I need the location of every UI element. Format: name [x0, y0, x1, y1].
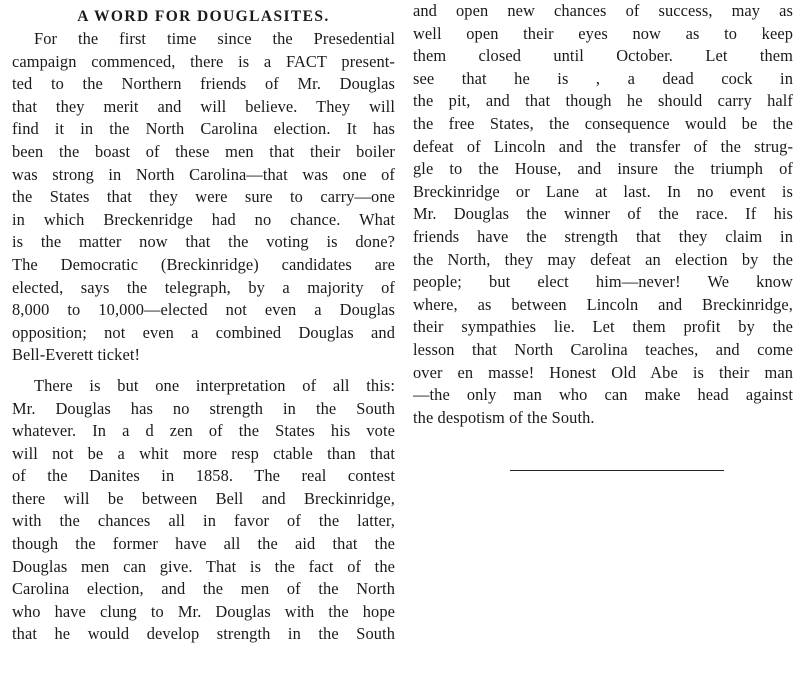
text-line: Douglas men can give. That is the fact of the: [12, 556, 395, 576]
text-line: in which Breckenridge had no chance. What: [12, 209, 395, 229]
text-line: that he would develop strength in the South: [12, 624, 395, 644]
text-line: been the boast of these men that their boiler: [12, 141, 395, 161]
text-line: their sympathies lie. Let them profit by the: [413, 317, 793, 337]
text-line: them closed until October. Let them: [413, 46, 793, 66]
article-headline: A WORD FOR DOUGLASITES.: [77, 8, 330, 25]
paragraph-1: [12, 28, 395, 367]
text-line: Breckinridge or Lane at last. In no event is: [413, 181, 793, 201]
text-line: opposition; not even a combined Douglas and: [12, 322, 395, 342]
text-line: over en masse! Honest Old Abe is their man: [413, 362, 793, 382]
text-line: the free States, the consequence would be the: [413, 113, 793, 133]
text-line: The Democratic (Breckinridge) candidates are: [12, 254, 395, 274]
text-line: ted to the Northern friends of Mr. Douglas: [12, 74, 395, 94]
text-line: Carolina election, and the men of the North: [12, 579, 395, 599]
text-line: For the first time since the Presedential: [34, 29, 395, 48]
text-line: with the chances all in favor of the latter,: [12, 511, 395, 531]
text-line: though the former have all the aid that the: [12, 534, 395, 554]
text-line: where, as between Lincoln and Breckinridge,: [413, 294, 793, 314]
text-line: of the Danites in 1858. The real contest: [12, 466, 395, 486]
text-line: Mr. Douglas the winner of the race. If his: [413, 204, 793, 224]
paragraph-gap: [12, 367, 395, 375]
text-line: well open their eyes now as to keep: [413, 23, 793, 43]
text-line: was strong in North Carolina—that was one of: [12, 164, 395, 184]
text-line: and open new chances of success, may as: [413, 1, 793, 20]
text-line: elected, says the telegraph, by a majority of: [12, 277, 395, 297]
text-line: people; but elect him—never! We know: [413, 272, 793, 292]
text-line: who have clung to Mr. Douglas with the hope: [12, 601, 395, 621]
text-line: friends have the strength that they claim in: [413, 226, 793, 246]
text-line: whatever. In a d zen of the States his vote: [12, 421, 395, 441]
text-line: There is but one interpretation of all this:: [34, 375, 395, 395]
text-line: see that he is , a dead cock in: [413, 68, 793, 88]
text-line: 8,000 to 10,000—elected not even a Douglas: [12, 300, 395, 320]
text-line: Mr. Douglas has no strength in the South: [12, 398, 395, 418]
left-column: [12, 0, 395, 646]
right-column: [413, 0, 793, 429]
text-line: there will be between Bell and Breckinridge,: [12, 488, 395, 508]
end-of-article-rule: [510, 470, 724, 471]
text-line: —the only man who can make head against: [413, 385, 793, 405]
text-line: will not be a whit more resp ctable than that: [12, 443, 395, 463]
text-line: find it in the North Carolina election. It has: [12, 119, 395, 139]
text-line: lesson that North Carolina teaches, and come: [413, 339, 793, 359]
text-line: that they merit and will believe. They will: [12, 96, 395, 116]
paragraph-2: [12, 375, 395, 646]
text-line: the pit, and that though he should carry half: [413, 91, 793, 111]
text-line: the North, they may defeat an election by the: [413, 249, 793, 269]
text-line: defeat of Lincoln and the transfer of the strug-: [413, 136, 793, 156]
text-line: campaign commenced, there is a FACT present-: [12, 51, 395, 71]
text-line: the States that they were sure to carry—one: [12, 187, 395, 207]
text-line: Bell-Everett ticket!: [12, 345, 141, 365]
text-line: the despotism of the South.: [413, 407, 595, 427]
text-line: gle to the House, and insure the triumph of: [413, 159, 793, 179]
text-line: is the matter now that the voting is done?: [12, 232, 395, 252]
